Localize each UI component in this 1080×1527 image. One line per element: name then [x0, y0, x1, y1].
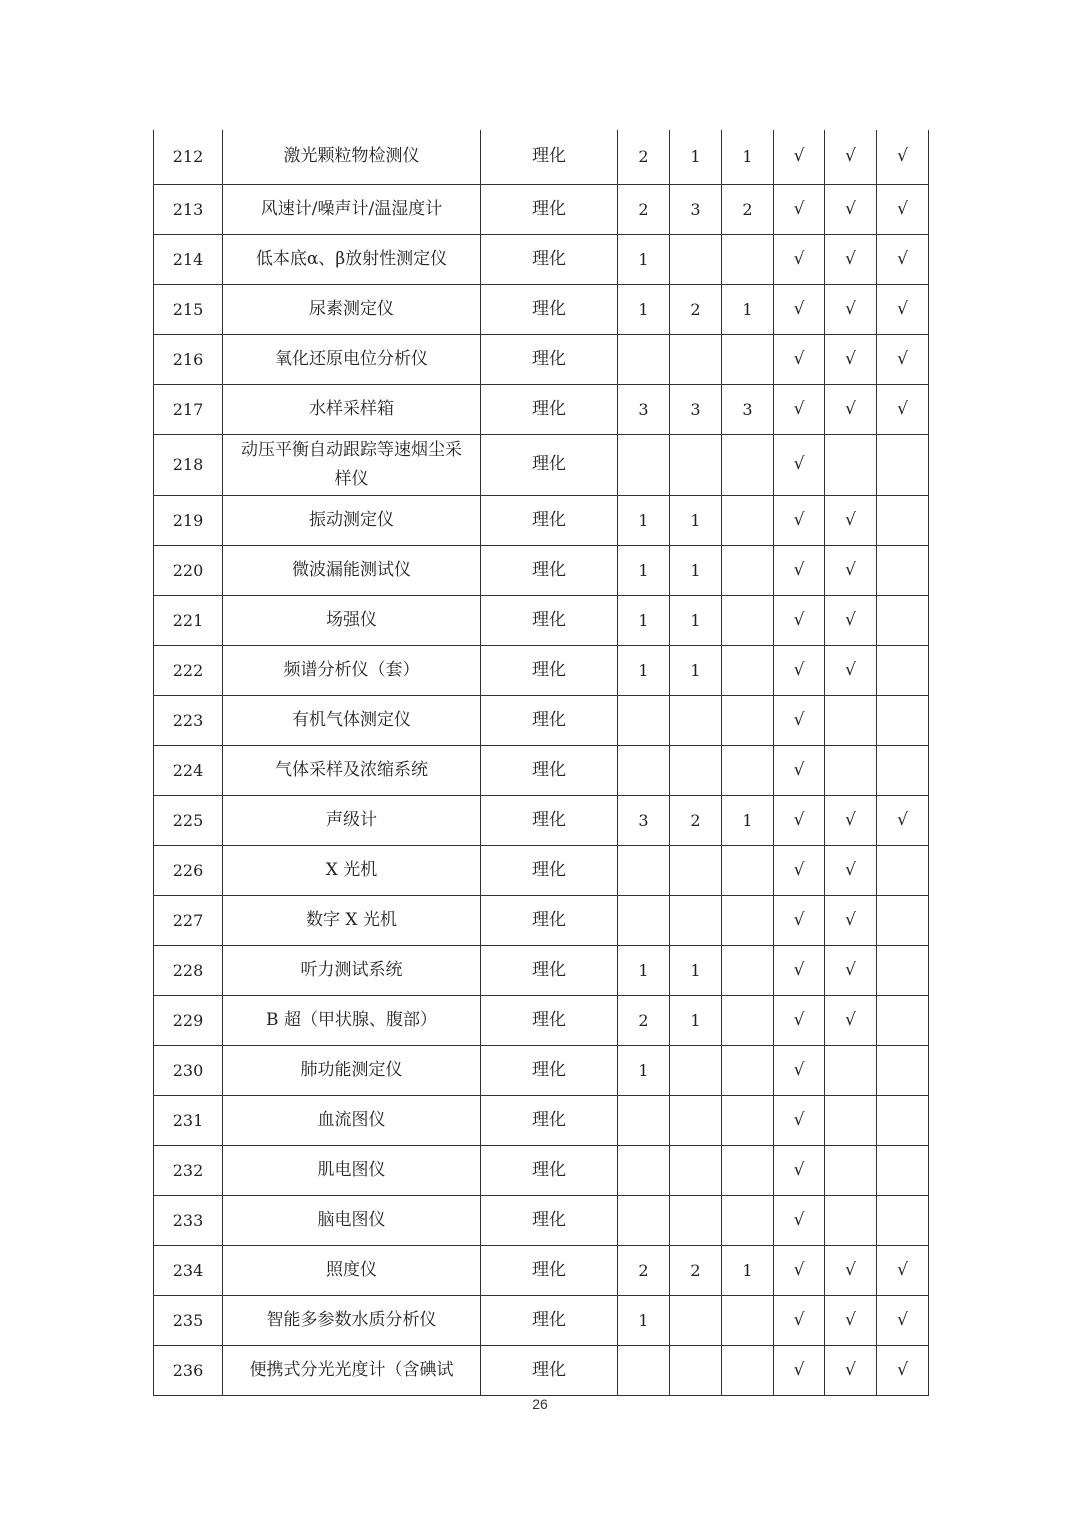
- quantity-cell-1: 2: [618, 130, 670, 184]
- table-row: [154, 130, 929, 184]
- check-cell-2: √: [825, 334, 877, 384]
- quantity-cell-3: 1: [722, 284, 774, 334]
- check-cell-1: √: [774, 334, 825, 384]
- quantity-cell-3: [722, 1195, 774, 1245]
- check-cell-3: [877, 434, 929, 495]
- category-cell: 理化: [481, 384, 618, 434]
- row-number-cell: 226: [154, 845, 223, 895]
- row-number-cell: 220: [154, 545, 223, 595]
- category-cell: 理化: [481, 545, 618, 595]
- table-row: [154, 945, 929, 995]
- row-number-cell: 231: [154, 1095, 223, 1145]
- quantity-cell-1: [618, 845, 670, 895]
- check-cell-2: [825, 434, 877, 495]
- quantity-cell-2: 1: [670, 545, 722, 595]
- quantity-cell-1: [618, 895, 670, 945]
- table-row: [154, 1345, 929, 1395]
- check-cell-1: √: [774, 1295, 825, 1345]
- equipment-table: [153, 130, 929, 1396]
- quantity-cell-1: [618, 334, 670, 384]
- quantity-cell-2: [670, 1095, 722, 1145]
- table-body: [154, 130, 929, 1395]
- table-row: [154, 184, 929, 234]
- quantity-cell-1: 2: [618, 184, 670, 234]
- check-cell-2: [825, 1145, 877, 1195]
- row-number-cell: 222: [154, 645, 223, 695]
- row-number-cell: 212: [154, 130, 223, 184]
- quantity-cell-2: [670, 695, 722, 745]
- check-cell-2: √: [825, 645, 877, 695]
- check-cell-1: √: [774, 995, 825, 1045]
- category-cell: 理化: [481, 1245, 618, 1295]
- check-cell-3: √: [877, 795, 929, 845]
- category-cell: 理化: [481, 1195, 618, 1245]
- quantity-cell-3: [722, 845, 774, 895]
- row-number-cell: 227: [154, 895, 223, 945]
- equipment-name-cell: 激光颗粒物检测仪: [223, 130, 481, 184]
- quantity-cell-2: [670, 234, 722, 284]
- check-cell-2: √: [825, 384, 877, 434]
- check-cell-1: √: [774, 384, 825, 434]
- row-number-cell: 229: [154, 995, 223, 1045]
- check-cell-1: √: [774, 1195, 825, 1245]
- row-number-cell: 224: [154, 745, 223, 795]
- equipment-name-cell: 听力测试系统: [223, 945, 481, 995]
- category-cell: 理化: [481, 1095, 618, 1145]
- quantity-cell-1: 1: [618, 645, 670, 695]
- check-cell-1: √: [774, 234, 825, 284]
- row-number-cell: 215: [154, 284, 223, 334]
- check-cell-1: √: [774, 695, 825, 745]
- quantity-cell-3: 1: [722, 1245, 774, 1295]
- check-cell-2: √: [825, 184, 877, 234]
- table-row: [154, 595, 929, 645]
- check-cell-3: √: [877, 1345, 929, 1395]
- check-cell-2: [825, 1045, 877, 1095]
- check-cell-1: √: [774, 434, 825, 495]
- check-cell-3: √: [877, 234, 929, 284]
- check-cell-2: √: [825, 945, 877, 995]
- quantity-cell-3: 1: [722, 130, 774, 184]
- quantity-cell-3: [722, 1345, 774, 1395]
- check-cell-3: √: [877, 1295, 929, 1345]
- table-row: [154, 745, 929, 795]
- check-cell-2: [825, 1195, 877, 1245]
- quantity-cell-3: [722, 234, 774, 284]
- category-cell: 理化: [481, 1295, 618, 1345]
- quantity-cell-3: [722, 1145, 774, 1195]
- quantity-cell-2: [670, 845, 722, 895]
- quantity-cell-2: 2: [670, 795, 722, 845]
- table-row: [154, 1045, 929, 1095]
- equipment-name-cell: 尿素测定仪: [223, 284, 481, 334]
- table-row: [154, 1095, 929, 1145]
- check-cell-2: √: [825, 845, 877, 895]
- row-number-cell: 233: [154, 1195, 223, 1245]
- row-number-cell: 235: [154, 1295, 223, 1345]
- check-cell-3: √: [877, 184, 929, 234]
- row-number-cell: 234: [154, 1245, 223, 1295]
- check-cell-1: √: [774, 284, 825, 334]
- check-cell-2: √: [825, 1345, 877, 1395]
- equipment-name-cell: 气体采样及浓缩系统: [223, 745, 481, 795]
- equipment-name-cell: 水样采样箱: [223, 384, 481, 434]
- check-cell-2: √: [825, 1245, 877, 1295]
- table-row: [154, 284, 929, 334]
- row-number-cell: 228: [154, 945, 223, 995]
- row-number-cell: 218: [154, 434, 223, 495]
- check-cell-1: √: [774, 495, 825, 545]
- check-cell-3: [877, 1045, 929, 1095]
- quantity-cell-1: 3: [618, 795, 670, 845]
- table-row: [154, 795, 929, 845]
- table-row: [154, 384, 929, 434]
- table-row: [154, 545, 929, 595]
- check-cell-1: √: [774, 595, 825, 645]
- check-cell-3: √: [877, 1245, 929, 1295]
- quantity-cell-3: [722, 495, 774, 545]
- quantity-cell-1: [618, 1095, 670, 1145]
- table-row: [154, 434, 929, 495]
- table-row: [154, 1295, 929, 1345]
- check-cell-3: [877, 695, 929, 745]
- quantity-cell-3: [722, 1045, 774, 1095]
- quantity-cell-1: [618, 1345, 670, 1395]
- equipment-name-cell: 智能多参数水质分析仪: [223, 1295, 481, 1345]
- category-cell: 理化: [481, 334, 618, 384]
- check-cell-1: √: [774, 545, 825, 595]
- page-number: 26: [532, 1396, 548, 1412]
- quantity-cell-3: [722, 895, 774, 945]
- table-row: [154, 495, 929, 545]
- quantity-cell-2: 3: [670, 384, 722, 434]
- quantity-cell-2: [670, 1295, 722, 1345]
- check-cell-3: [877, 1195, 929, 1245]
- check-cell-2: √: [825, 995, 877, 1045]
- check-cell-2: [825, 695, 877, 745]
- check-cell-2: [825, 745, 877, 795]
- category-cell: 理化: [481, 595, 618, 645]
- equipment-name-cell: 场强仪: [223, 595, 481, 645]
- check-cell-1: √: [774, 1145, 825, 1195]
- category-cell: 理化: [481, 745, 618, 795]
- equipment-name-cell: 血流图仪: [223, 1095, 481, 1145]
- equipment-name-cell: 风速计/噪声计/温湿度计: [223, 184, 481, 234]
- equipment-name-cell: 低本底α、β放射性测定仪: [223, 234, 481, 284]
- quantity-cell-3: [722, 1295, 774, 1345]
- check-cell-1: √: [774, 845, 825, 895]
- check-cell-3: [877, 945, 929, 995]
- category-cell: 理化: [481, 234, 618, 284]
- check-cell-3: [877, 645, 929, 695]
- equipment-name-cell: 动压平衡自动跟踪等速烟尘采样仪: [223, 434, 481, 495]
- check-cell-3: √: [877, 284, 929, 334]
- check-cell-2: √: [825, 495, 877, 545]
- category-cell: 理化: [481, 1145, 618, 1195]
- quantity-cell-3: [722, 995, 774, 1045]
- table-row: [154, 895, 929, 945]
- quantity-cell-2: [670, 334, 722, 384]
- category-cell: 理化: [481, 695, 618, 745]
- quantity-cell-1: 1: [618, 495, 670, 545]
- category-cell: 理化: [481, 895, 618, 945]
- check-cell-2: [825, 1095, 877, 1145]
- category-cell: 理化: [481, 495, 618, 545]
- row-number-cell: 219: [154, 495, 223, 545]
- quantity-cell-1: 1: [618, 284, 670, 334]
- check-cell-1: √: [774, 1095, 825, 1145]
- table-row: [154, 234, 929, 284]
- check-cell-2: √: [825, 895, 877, 945]
- quantity-cell-1: [618, 695, 670, 745]
- check-cell-1: √: [774, 645, 825, 695]
- check-cell-1: √: [774, 130, 825, 184]
- equipment-name-cell: 肌电图仪: [223, 1145, 481, 1195]
- quantity-cell-3: 3: [722, 384, 774, 434]
- quantity-cell-3: 1: [722, 795, 774, 845]
- table-row: [154, 1195, 929, 1245]
- category-cell: 理化: [481, 645, 618, 695]
- equipment-name-cell: 数字 X 光机: [223, 895, 481, 945]
- row-number-cell: 232: [154, 1145, 223, 1195]
- quantity-cell-1: 3: [618, 384, 670, 434]
- check-cell-2: √: [825, 545, 877, 595]
- check-cell-2: √: [825, 284, 877, 334]
- quantity-cell-2: [670, 1195, 722, 1245]
- quantity-cell-3: [722, 334, 774, 384]
- quantity-cell-2: 1: [670, 495, 722, 545]
- row-number-cell: 216: [154, 334, 223, 384]
- row-number-cell: 225: [154, 795, 223, 845]
- equipment-name-cell: 便携式分光光度计（含碘试: [223, 1345, 481, 1395]
- check-cell-3: √: [877, 384, 929, 434]
- equipment-name-cell: 声级计: [223, 795, 481, 845]
- category-cell: 理化: [481, 184, 618, 234]
- check-cell-3: [877, 595, 929, 645]
- check-cell-3: [877, 995, 929, 1045]
- row-number-cell: 221: [154, 595, 223, 645]
- quantity-cell-1: [618, 745, 670, 795]
- category-cell: 理化: [481, 845, 618, 895]
- equipment-name-cell: 微波漏能测试仪: [223, 545, 481, 595]
- quantity-cell-1: [618, 1195, 670, 1245]
- row-number-cell: 230: [154, 1045, 223, 1095]
- quantity-cell-1: 1: [618, 595, 670, 645]
- equipment-name-cell: 频谱分析仪（套）: [223, 645, 481, 695]
- category-cell: 理化: [481, 995, 618, 1045]
- row-number-cell: 223: [154, 695, 223, 745]
- quantity-cell-1: 1: [618, 1045, 670, 1095]
- category-cell: 理化: [481, 795, 618, 845]
- quantity-cell-3: [722, 1095, 774, 1145]
- category-cell: 理化: [481, 434, 618, 495]
- quantity-cell-2: [670, 1145, 722, 1195]
- check-cell-3: [877, 1145, 929, 1195]
- equipment-name-cell: 振动测定仪: [223, 495, 481, 545]
- quantity-cell-1: 2: [618, 1245, 670, 1295]
- quantity-cell-2: 1: [670, 945, 722, 995]
- quantity-cell-1: [618, 434, 670, 495]
- check-cell-2: √: [825, 795, 877, 845]
- check-cell-3: [877, 545, 929, 595]
- equipment-name-cell: 有机气体测定仪: [223, 695, 481, 745]
- quantity-cell-2: [670, 895, 722, 945]
- check-cell-1: √: [774, 795, 825, 845]
- check-cell-1: √: [774, 745, 825, 795]
- check-cell-3: √: [877, 130, 929, 184]
- quantity-cell-3: [722, 545, 774, 595]
- equipment-name-cell: 肺功能测定仪: [223, 1045, 481, 1095]
- check-cell-2: √: [825, 234, 877, 284]
- check-cell-1: √: [774, 1045, 825, 1095]
- quantity-cell-2: 3: [670, 184, 722, 234]
- row-number-cell: 217: [154, 384, 223, 434]
- equipment-name-cell: 照度仪: [223, 1245, 481, 1295]
- quantity-cell-3: [722, 695, 774, 745]
- table-row: [154, 645, 929, 695]
- quantity-cell-1: 1: [618, 234, 670, 284]
- quantity-cell-1: 1: [618, 945, 670, 995]
- table-row: [154, 695, 929, 745]
- category-cell: 理化: [481, 1045, 618, 1095]
- quantity-cell-3: [722, 434, 774, 495]
- table-row: [154, 845, 929, 895]
- quantity-cell-2: [670, 1345, 722, 1395]
- check-cell-2: √: [825, 1295, 877, 1345]
- quantity-cell-2: 2: [670, 1245, 722, 1295]
- quantity-cell-2: 2: [670, 284, 722, 334]
- quantity-cell-1: 1: [618, 545, 670, 595]
- equipment-name-cell: 氧化还原电位分析仪: [223, 334, 481, 384]
- check-cell-1: √: [774, 895, 825, 945]
- check-cell-3: [877, 1095, 929, 1145]
- quantity-cell-1: 1: [618, 1295, 670, 1345]
- check-cell-1: √: [774, 1245, 825, 1295]
- check-cell-1: √: [774, 184, 825, 234]
- table-row: [154, 1245, 929, 1295]
- row-number-cell: 236: [154, 1345, 223, 1395]
- equipment-name-cell: 脑电图仪: [223, 1195, 481, 1245]
- equipment-name-cell: X 光机: [223, 845, 481, 895]
- quantity-cell-2: [670, 434, 722, 495]
- check-cell-3: [877, 895, 929, 945]
- quantity-cell-1: [618, 1145, 670, 1195]
- check-cell-3: [877, 845, 929, 895]
- category-cell: 理化: [481, 130, 618, 184]
- quantity-cell-3: [722, 645, 774, 695]
- quantity-cell-1: 2: [618, 995, 670, 1045]
- check-cell-1: √: [774, 945, 825, 995]
- category-cell: 理化: [481, 945, 618, 995]
- check-cell-3: [877, 745, 929, 795]
- quantity-cell-2: 1: [670, 645, 722, 695]
- quantity-cell-3: [722, 945, 774, 995]
- table-row: [154, 1145, 929, 1195]
- quantity-cell-2: [670, 745, 722, 795]
- quantity-cell-3: 2: [722, 184, 774, 234]
- check-cell-2: √: [825, 130, 877, 184]
- quantity-cell-3: [722, 745, 774, 795]
- check-cell-1: √: [774, 1345, 825, 1395]
- quantity-cell-2: 1: [670, 595, 722, 645]
- quantity-cell-2: [670, 1045, 722, 1095]
- quantity-cell-2: 1: [670, 130, 722, 184]
- category-cell: 理化: [481, 1345, 618, 1395]
- row-number-cell: 214: [154, 234, 223, 284]
- category-cell: 理化: [481, 284, 618, 334]
- check-cell-2: √: [825, 595, 877, 645]
- quantity-cell-2: 1: [670, 995, 722, 1045]
- check-cell-3: √: [877, 334, 929, 384]
- quantity-cell-3: [722, 595, 774, 645]
- table-row: [154, 334, 929, 384]
- row-number-cell: 213: [154, 184, 223, 234]
- table-row: [154, 995, 929, 1045]
- equipment-name-cell: B 超（甲状腺、腹部）: [223, 995, 481, 1045]
- check-cell-3: [877, 495, 929, 545]
